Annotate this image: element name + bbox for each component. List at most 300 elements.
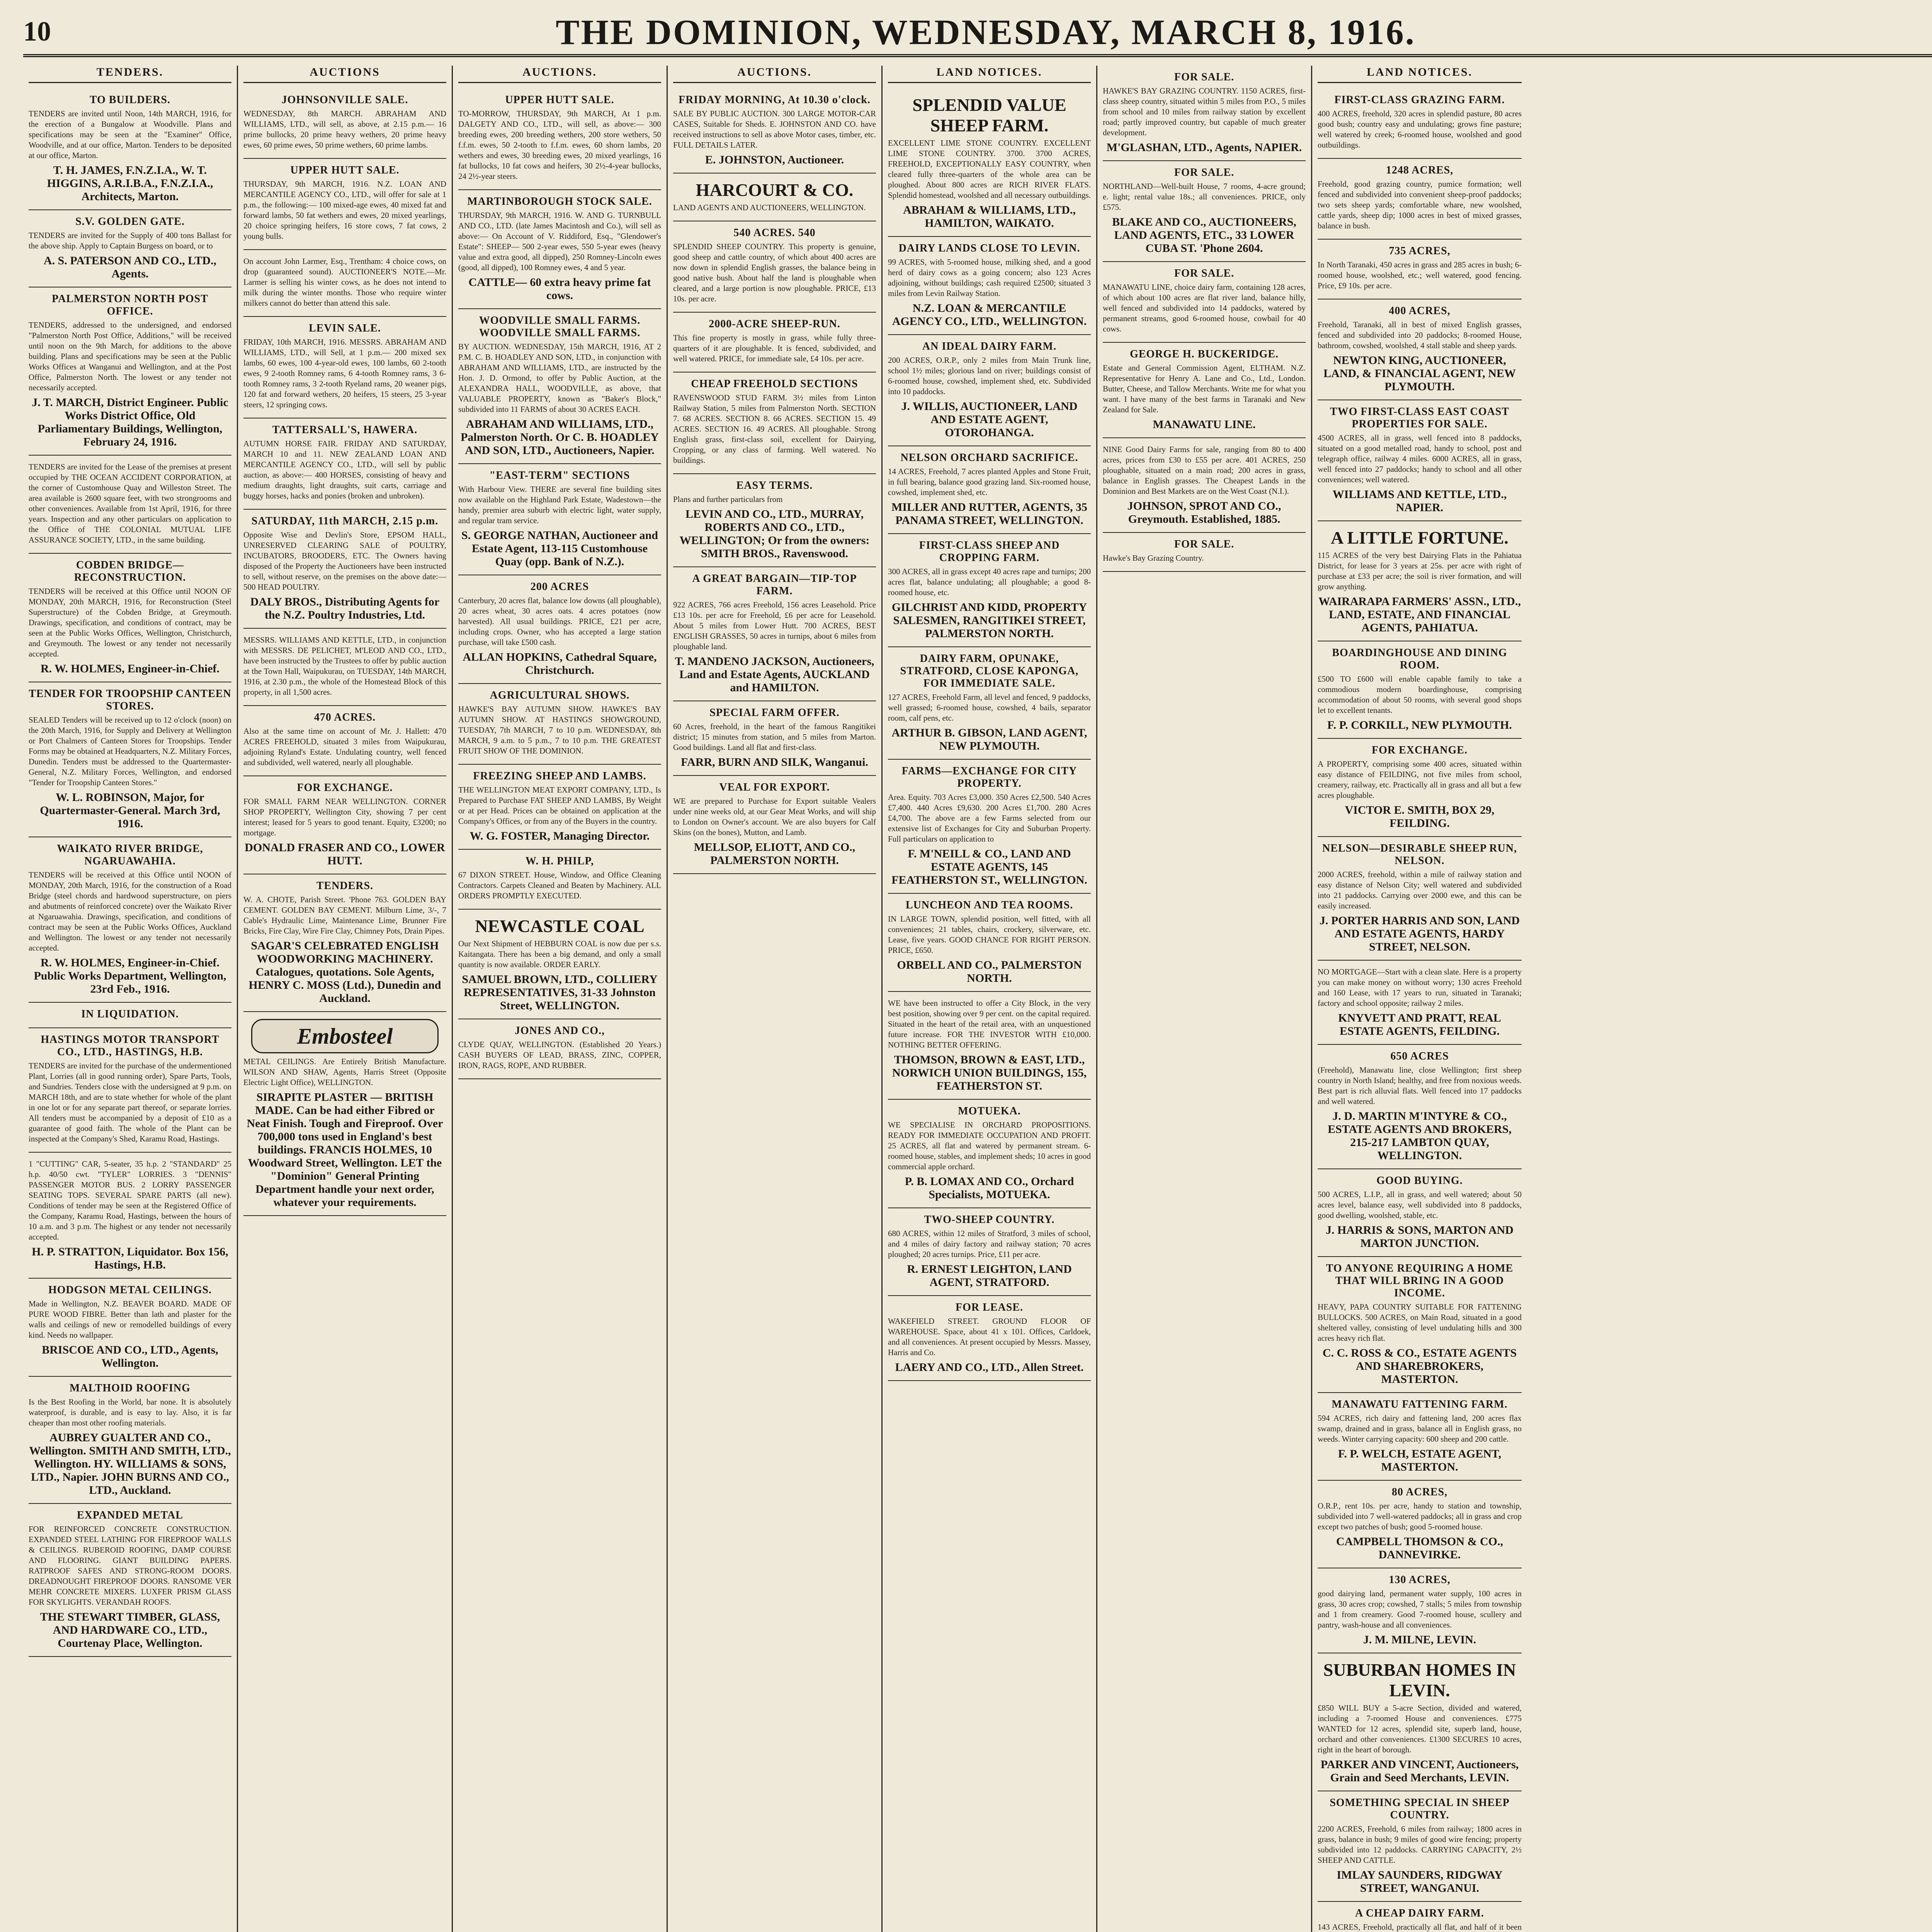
ad-firm: R. W. HOLMES, Engineer-in-Chief. (40, 662, 220, 675)
paper-title: THE DOMINION, WEDNESDAY, MARCH 8, 1916. (556, 12, 1416, 52)
ad-body: 143 ACRES, Freehold, practically all flat, and half of it been (1318, 1922, 1522, 1932)
ad-title: TENDERS. (316, 880, 374, 892)
ad-body: Our Next Shipment of HEBBURN COAL is now due per s.s. Kaitangata. There has been a big demand, and only a small quantity is now available. ORDER EARLY. (458, 939, 661, 969)
ad-body: THURSDAY, 9th MARCH, 1916. W. AND G. TURNBULL AND CO., LTD. (late James Macintosh and Co.), will sell as above:— On Account of V. Riddiford, Esq., "Glendower's Estate": SHEEP— 500 2-year ewes, 550 5-year ewes (heavy value and extra good, all dipped), 250 Romney-Lincoln ewes (good, all dipped), 100 Romney ewes, 4 and 5 year. (458, 211, 661, 272)
column-heading: AUCTIONS. (458, 66, 661, 83)
advertisement (243, 776, 446, 874)
column-7 (1312, 66, 1527, 1932)
advertisement (29, 1153, 231, 1279)
ad-title: 80 ACRES, (1391, 1486, 1448, 1498)
ad-title: MOTUEKA. (958, 1105, 1021, 1117)
ad-firm: W. L. ROBINSON, Major, for Quartermaster-General. March 3rd, 1916. (40, 791, 220, 830)
advertisement (243, 250, 446, 317)
ad-firm: FARR, BURN AND SILK, Wanganui. (681, 756, 868, 769)
advertisement (673, 701, 876, 776)
ad-title: A LITTLE FORTUNE. (1331, 528, 1509, 548)
ad-body: O.R.P., rent 10s. per acre, handy to station and township, subdivided into 7 well-watered paddocks; all in grass and crop except two patches of bush; good 5-roomed house. (1318, 1501, 1522, 1531)
advertisement (1318, 1568, 1522, 1653)
column-4 (668, 66, 883, 1932)
ad-firm: ALLAN HOPKINS, Cathedral Square, Christchurch. (463, 651, 657, 677)
ad-title: GEORGE H. BUCKERIDGE. (1129, 348, 1279, 360)
ad-title: TENDER FOR TROOPSHIP CANTEEN STORES. (29, 688, 231, 712)
column-2 (238, 66, 453, 1932)
ad-title: WAIKATO RIVER BRIDGE, NGARUAWAHIA. (57, 843, 203, 867)
advertisement (1103, 66, 1306, 161)
ad-firm: R. ERNEST LEIGHTON, LAND AGENT, STRATFORD. (907, 1263, 1072, 1289)
ad-body: WAKEFIELD STREET. GROUND FLOOR OF WAREHOUSE. Space, about 41 x 101. Offices, Carldoek, and all conveniences. At present occupied by Messrs. Massey, Harris and Co. (888, 1316, 1091, 1357)
masthead (23, 8, 1932, 57)
ad-body: A PROPERTY, comprising some 400 acres, situated within easy distance of FEILDING, not five miles from school, creamery, railway, etc. Practically all in grass and all but a few acres ploughable. (1318, 759, 1522, 800)
ad-body: THE WELLINGTON MEAT EXPORT COMPANY, LTD., Is Prepared to Purchase FAT SHEEP AND LAMBS, By Weight or at per Head. Prices can be obtained on application at the Company's Offices, or from any of the Buyers in the country. (458, 785, 661, 826)
ad-firm: T. MANDENO JACKSON, Auctioneers, Land and Estate Agents, AUCKLAND and HAMILTON. (675, 655, 874, 694)
ad-body: LAND AGENTS AND AUCTIONEERS, WELLINGTON. (673, 203, 866, 212)
column-5 (883, 66, 1097, 1932)
ad-title: AN IDEAL DAIRY FARM. (922, 340, 1057, 352)
ad-body: Plans and further particulars from (673, 495, 783, 504)
ad-body: Area. Equity. 703 Acres £3,000. 350 Acres £2,500. 540 Acres £7,400. 440 Acres £9,630. 200 Acres £1,700. 280 Acres £4,700. The above are a few Farms selected from our extensive list of Exchanges for City and Suburban Property. Full particulars on application to (888, 793, 1091, 844)
ad-firm: ARTHUR B. GIBSON, LAND AGENT, NEW PLYMOUTH. (891, 726, 1087, 752)
ad-firm: BRISCOE AND CO., LTD., Agents, Wellington. (42, 1344, 218, 1369)
advertisement (673, 474, 876, 567)
advertisement (1318, 1902, 1522, 1932)
advertisement (243, 1012, 446, 1216)
ad-body: In North Taranaki, 450 acres in grass and 285 acres in bush; 6-roomed house, woolshed, etc.; well watered, good fencing. Price, £9 10s. per acre. (1318, 260, 1522, 290)
ad-body: TENDERS, addressed to the undersigned, and endorsed "Palmerston North Post Office, Additions," will be received until noon on the 9th March, for additions to the above building. Plans and specifications may be seen at the Public Works Offices at Wanganui and Wellington, and at the Post Office, Palmerston North. The lowest or any tender not necessarily accepted. (29, 320, 231, 392)
ad-body: Also at the same time on account of Mr. J. Hallett: 470 ACRES FREEHOLD, situated 3 miles from Waipukurau, adjoining Ryland's Estate. Undulating country, well fenced and subdivided, well watered, nearly all ploughable. (243, 726, 446, 767)
ad-body: FOR SMALL FARM NEAR WELLINGTON. CORNER SHOP PROPERTY, Wellington City, showing 7 per cent interest; leased for 5 years to good tenant. Equity, £3200; no mortgage. (243, 797, 446, 837)
ad-body: WE SPECIALISE IN ORCHARD PROPOSITIONS. READY FOR IMMEDIATE OCCUPATION AND PROFIT. 25 ACRES, all flat and watered by permanent stream. 6-roomed house, stables, and implement sheds; 10 acres in good commercial apple orchard. (888, 1120, 1091, 1171)
ad-title: FOR EXCHANGE. (297, 782, 393, 794)
advertisement (673, 88, 876, 173)
ad-body: £850 WILL BUY a 5-acre Section, divided and watered, including a 7-roomed House and conveniences. £775 WANTED for 12 acres, splendid site, superb land, house, orchard and other conveniences. £1300 SECURES 10 acres, right in the heart of borough. (1318, 1703, 1522, 1754)
ad-body: NINE Good Dairy Farms for sale, ranging from 80 to 400 acres, prices from £30 to £55 per acre. 401 ACRES, 250 ploughable, situated on a main road; 200 acres in grass, balance in English grasses. The Cheapest Lands in the Dominion and Best Markets are on the West Coast (N.I.). (1103, 445, 1306, 496)
advertisement (888, 446, 1091, 534)
ad-firm: C. C. ROSS & CO., ESTATE AGENTS AND SHAREBROKERS, MASTERTON. (1322, 1347, 1517, 1386)
ad-title: FOR SALE. (1174, 267, 1235, 279)
ad-body: 594 ACRES, rich dairy and fattening land, 200 acres flax swamp, drained and in grass, balance all in English grass, no weeds. Winter carrying capacity: 600 sheep and 200 cattle. (1318, 1413, 1522, 1444)
ad-body: £500 TO £600 will enable capable family to take a commodious modern boardinghouse, comprising accommodation of about 50 rooms, with several good shops let to excellent tenants. (1318, 674, 1522, 715)
ad-title: FOR LEASE. (956, 1301, 1023, 1313)
ad-firm: THOMSON, BROWN & EAST, LTD., NORWICH UNION BUILDINGS, 155, FEATHERSTON ST. (892, 1053, 1087, 1092)
ad-title: TATTERSALL'S, HAWERA. (272, 424, 418, 436)
ad-title: SATURDAY, 11th MARCH, 2.15 p.m. (251, 515, 439, 527)
ad-title: JOHNSONVILLE SALE. (281, 94, 408, 106)
ad-firm: W. G. FOSTER, Managing Director. (469, 830, 650, 842)
advertisement (673, 372, 876, 474)
column-heading: LAND NOTICES. (888, 66, 1091, 83)
ad-title: DAIRY FARM, OPUNAKE, STRATFORD, CLOSE KAPONGA, FOR IMMEDIATE SALE. (900, 653, 1079, 689)
ad-title: TO BUILDERS. (89, 94, 171, 106)
ad-title: SUBURBAN HOMES IN LEVIN. (1323, 1660, 1516, 1700)
ad-firm: T. H. JAMES, F.N.Z.I.A., W. T. HIGGINS, A.R.I.B.A., F.N.Z.I.A., Architects, Marton. (47, 164, 213, 203)
ad-body: 500 ACRES, L.I.P., all in grass, and well watered; about 50 acres level, balance easy, well subdivided into 8 paddocks, good dwelling, woolshed, stable, etc. (1318, 1190, 1522, 1220)
advertisement (1318, 88, 1522, 159)
advertisement (458, 575, 661, 684)
ad-body: Freehold, Taranaki, all in best of mixed English grasses, fenced and subdivided into 20 paddocks; 8-roomed House, bathroom, cowshed, woolshed, 4 stall stable and sheep yards. (1318, 320, 1522, 350)
ad-firm: M'GLASHAN, LTD., Agents, NAPIER. (1106, 141, 1302, 154)
ad-body: TENDERS are invited until Noon, 14th MARCH, 1916, for the erection of a Bungalow at Woodville. Plans and specifications may be seen at the "Examiner" Office, Woodville, and at our office, Marton. Tenders to be deposited at our office, Marton. (29, 109, 231, 160)
ad-body: 14 ACRES, Freehold, 7 acres planted Apples and Stone Fruit, in full bearing, balance good grazing land. Six-roomed house, cowshed, implement shed, etc. (888, 467, 1091, 497)
ad-title: HARCOURT & CO. (696, 180, 854, 200)
advertisement (29, 210, 231, 287)
ad-body: AUTUMN HORSE FAIR. FRIDAY AND SATURDAY, MARCH 10 and 11. NEW ZEALAND LOAN AND MERCANTILE AGENCY CO., LTD., will sell by public auction, as above:— 400 HORSES, consisting of heavy and medium draughts, light draughts, suit carts, carriage and buggy horses, hacks and ponies (broken and unbroken). (243, 439, 446, 500)
ad-title: SPLENDID VALUE SHEEP FARM. (912, 95, 1066, 135)
advertisement (29, 682, 231, 837)
ad-firm: KNYVETT AND PRATT, REAL ESTATE AGENTS, FEILDING. (1338, 1012, 1501, 1037)
advertisement (458, 88, 661, 190)
ad-firm: H. P. STRATTON, Liquidator. Box 156, Hastings, H.B. (32, 1245, 228, 1271)
ad-title: FIRST-CLASS GRAZING FARM. (1334, 94, 1505, 106)
ad-firm: BLAKE AND CO., AUCTIONEERS, LAND AGENTS, ETC., 33 LOWER CUBA ST. 'Phone 2604. (1112, 216, 1296, 255)
ad-title: SPECIAL FARM OFFER. (709, 707, 840, 719)
ad-firm: F. M'NEILL & CO., LAND AND ESTATE AGENTS, 145 FEATHERSTON ST., WELLINGTON. (891, 847, 1087, 886)
ad-title: HASTINGS MOTOR TRANSPORT CO., LTD., HASTINGS, H.B. (41, 1034, 219, 1058)
advertisement (673, 567, 876, 701)
ad-firm: CATTLE— 60 extra heavy prime fat cows. (468, 276, 651, 302)
ad-body: 2000 ACRES, freehold, within a mile of railway station and easy distance of Nelson City; well watered and subdivided into 21 paddocks. Carrying over 2000 ewe, and this can be easily increased. (1318, 870, 1522, 910)
ad-title: FOR SALE. (1174, 167, 1235, 179)
ad-body: TENDERS are invited for the purchase of the undermentioned Plant, Lorries (all in good running order), Spare Parts, Tools, and Sundries. Tenders close with the undersigned at 9 p.m. on MARCH 18th, and are to state whether for whole of the plant in one lot or for any separate part thereof, or separate lorries. All tenders must be accompanied by a deposit of £10 as a guarantee of good faith. The whole of the Plant can be inspected at the Company's Shed, Karamu Road, Hastings. (29, 1061, 231, 1143)
advertisement (888, 760, 1091, 894)
ad-firm: ORBELL AND CO., PALMERSTON NORTH. (897, 959, 1082, 985)
ad-body: METAL CEILINGS. Are Entirely British Manufacture. WILSON AND SHAW, Agents, Harris Street (Opposite Electric Light Office), WELLINGTON. (243, 1057, 446, 1087)
advertisement (29, 837, 231, 1003)
ad-title: S.V. GOLDEN GATE. (75, 216, 185, 228)
ad-firm: P. B. LOMAX AND CO., Orchard Specialists, MOTUEKA. (905, 1175, 1074, 1201)
ad-body: SEALED Tenders will be received up to 12 o'clock (noon) on the 20th March, 1916, for Supply and Delivery at Wellington or Port Chalmers of Canteen Stores for Troopships. Tender Forms may be obtained at Headquarters, N.Z. Military Forces, Dunedin. Tenders must be addressed to the Quartermaster-General, N.Z. Military Forces, Wellington, and endorsed "Tender for Troopship Canteen Stores." (29, 715, 231, 787)
ad-title: MANAWATU FATTENING FARM. (1332, 1398, 1508, 1410)
ad-firm: SIRAPITE PLASTER — BRITISH MADE. Can be had either Fibred or Neat Finish. Tough and Fireproof. Over 700,000 tons used in England's best buildings. FRANCIS HOLMES, 10 Woodward Street, Wellington. LET the "Dominion" General Printing Department handle your next order, whatever your requirements. (247, 1091, 443, 1209)
ad-firm: WILLIAMS AND KETTLE, LTD., NAPIER. (1332, 488, 1507, 514)
ad-title: EASY TERMS. (736, 480, 813, 492)
advertisement (458, 684, 661, 765)
advertisement (1318, 299, 1522, 400)
ad-firm: JOHNSON, SPROT AND CO., Greymouth. Established, 1885. (1127, 500, 1281, 526)
ad-firm: E. JOHNSTON, Auctioneer. (705, 153, 844, 166)
ad-body: BY AUCTION. WEDNESDAY, 15th MARCH, 1916, AT 2 P.M. C. B. HOADLEY AND SON, LTD., in conjunction with ABRAHAM AND WILLIAMS, LTD., are instructed by the Hon. J. D. Ormond, to offer by Public Auction, at the ALEXANDRA HALL, WOODVILLE, as above, that VALUABLE PROPERTY, known as "Baker's Block," subdivided into 11 FARMS of about 30 ACRES EACH. (458, 342, 661, 414)
column-heading: LAND NOTICES. (1318, 66, 1522, 83)
ad-body: Freehold, good grazing country, pumice formation; well fenced and subdivided into convenient sheep-proof paddocks; two sets sheep yards; comfortable whare, new woolshed, cattle yards, sheep dip; 1000 acres in best of mixed grasses, balance in bush. (1318, 179, 1522, 230)
advertisement (458, 765, 661, 850)
ad-title: FOR SALE. (1174, 71, 1235, 83)
advertisement (1318, 961, 1522, 1045)
ad-body: W. A. CHOTE, Parish Street. 'Phone 763. GOLDEN BAY CEMENT. GOLDEN BAY CEMENT. Milburn Lime, 3/-, 7 Cable's Hydraulic Lime, Maintenance Lime, Brunner Fire Bricks, Fire Clay, Wire Fire Clay, Chimney Pots, Drain Pipes. (243, 895, 446, 935)
advertisement (1318, 1169, 1522, 1257)
ad-body: On account John Larmer, Esq., Trentham: 4 choice cows, on drop (guaranteed sound). AUCTIONEER'S NOTE.—Mr. Larmer is selling his winter cows, as he does not intend to milk during the winter months. Those who require winter milkers cannot do better than attend this sale. (243, 257, 446, 308)
ad-title: NELSON ORCHARD SACRIFICE. (900, 452, 1078, 464)
ad-title: TO ANYONE REQUIRING A HOME THAT WILL BRING IN A GOOD INCOME. (1326, 1262, 1514, 1299)
ad-firm: F. P. CORKILL, NEW PLYMOUTH. (1327, 719, 1512, 731)
ad-firm: VICTOR E. SMITH, BOX 29, FEILDING. (1345, 804, 1495, 830)
advertisement (1318, 641, 1522, 739)
ad-firm: F. P. WELCH, ESTATE AGENT, MASTERTON. (1338, 1447, 1502, 1473)
ad-body: 4500 ACRES, all in grass, well fenced into 8 paddocks, situated on a good metalled road, handy to school, post and telegraph office, railway 4 miles. 6000 ACRES, all in grass, well fenced into 27 paddocks; handy to school and all other conveniences; well watered. (1318, 433, 1522, 484)
ad-title: COBDEN BRIDGE—RECONSTRUCTION. (74, 559, 186, 583)
ad-body: 300 ACRES, all in grass except 40 acres rape and turnips; 200 acres flat, balance undulating; all ploughable; a good 8-roomed house, etc. (888, 567, 1091, 597)
ad-firm: SAMUEL BROWN, LTD., COLLIERY REPRESENTATIVES, 31-33 Johnston Street, WELLINGTON. (462, 973, 658, 1012)
advertisement (29, 554, 231, 682)
ad-body: MESSRS. WILLIAMS AND KETTLE, LTD., in conjunction with MESSRS. DE PELICHET, M'LEOD AND CO., LTD., have been instructed by the Trustees to offer by public auction at the Town Hall, Waipukurau, on TUESDAY, 14th MARCH, 1916, at 2.30 p.m., the whole of the Homestead Block of this property, in all 1,500 acres. (243, 635, 446, 697)
advertisement (1103, 438, 1306, 533)
ad-firm: DALY BROS., Distributing Agents for the N.Z. Poultry Industries, Ltd. (250, 595, 440, 621)
column-heading: AUCTIONS (243, 66, 446, 83)
advertisement (243, 317, 446, 418)
ad-title: 735 ACRES, (1389, 245, 1451, 257)
ad-body: TENDERS will be received at this Office until NOON of MONDAY, 20th March, 1916, for the construction of a Road Bridge (steel chords and hardwood superstructure, on piers and abutments of reinforced concrete) over the Waikato River at Ngaruawahia. Drawings, specification, and conditions of contract may be seen at the Public Works Offices, Auckland and Wellington. The lowest or any tender not necessarily accepted. (29, 870, 231, 952)
advertisement (888, 1208, 1091, 1296)
advertisement (1318, 1257, 1522, 1393)
ad-body: 2200 ACRES, Freehold, 6 miles from railway; 1800 acres in grass, balance in bush; 9 miles of good wire fencing; property subdivided into 12 paddocks. CARRYING CAPACITY, 2½ SHEEP AND CATTLE. (1318, 1824, 1522, 1865)
ad-body: 99 ACRES, with 5-roomed house, milking shed, and a good herd of dairy cows as a going concern; also 123 Acres adjoining, without buildings; cash required £2500; situated 3 miles from Levin Railway Station. (888, 257, 1091, 298)
ad-firm: LAERY AND CO., LTD., Allen Street. (895, 1361, 1084, 1374)
advertisement (673, 776, 876, 874)
ad-firm: J. T. MARCH, District Engineer. Public Works District Office, Old Parliamentary Buildings, Wellington, February 24, 1916. (32, 396, 228, 448)
ad-firm: J. WILLIS, AUCTIONEER, LAND AND ESTATE AGENT, OTOROHANGA. (901, 400, 1078, 439)
column-heading: AUCTIONS. (673, 66, 876, 83)
ad-firm: J. D. MARTIN M'INTYRE & CO., ESTATE AGENTS AND BROKERS, 215-217 LAMBTON QUAY, WELLINGTON. (1328, 1110, 1512, 1162)
ad-body: NORTHLAND—Well-built House, 7 rooms, 4-acre ground; e. light; rental value 18s.; all conveniences. PRICE, only £575. (1103, 182, 1306, 212)
ad-firm: J. HARRIS & SONS, MARTON AND MARTON JUNCTION. (1326, 1224, 1514, 1250)
ad-body: HAWKE'S BAY GRAZING COUNTRY. 1150 ACRES, first-class sheep country, situated within 5 miles from P.O., 5 miles from school and 10 miles from railway station by excellent road; partly improved country, but capable of much greater development. (1103, 86, 1306, 137)
ad-title: A CHEAP DAIRY FARM. (1355, 1907, 1484, 1919)
ad-title: WOODVILLE SMALL FARMS. WOODVILLE SMALL FARMS. (479, 315, 641, 339)
ad-firm: LEVIN AND CO., LTD., MURRAY, ROBERTS AND CO., LTD., WELLINGTON; Or from the owners: SMITH BROS., Ravenswood. (679, 508, 870, 560)
advertisement (243, 88, 446, 159)
ad-firm: S. GEORGE NATHAN, Auctioneer and Estate Agent, 113-115 Customhouse Quay (opp. Bank of N.Z.). (461, 529, 658, 568)
ad-title: MALTHOID ROOFING (70, 1382, 190, 1394)
ad-title: "EAST-TERM" SECTIONS (489, 469, 630, 481)
ad-title: IN LIQUIDATION. (81, 1008, 179, 1020)
ad-firm: NEWTON KING, AUCTIONEER, LAND, & FINANCIAL AGENT, NEW PLYMOUTH. (1323, 354, 1516, 393)
ad-title: 400 ACRES, (1389, 305, 1451, 317)
ad-firm: N.Z. LOAN & MERCANTILE AGENCY CO., LTD., WELLINGTON. (892, 302, 1087, 328)
advertisement (1318, 837, 1522, 961)
ad-firm: A. S. PATERSON AND CO., LTD., Agents. (43, 254, 217, 280)
ad-body: 400 ACRES, freehold, 320 acres in splendid pasture, 80 acres good bush; country easy and undulating; grows fine pasture; well watered by creek; 6-roomed house, woolshed and good outbuildings. (1318, 109, 1522, 150)
ad-body: FRIDAY, 10th MARCH, 1916. MESSRS. ABRAHAM AND WILLIAMS, LTD., will Sell, at 1 p.m.— 200 mixed sex lambs, 60 ewes, 100 4-year-old ewes, 100 lambs, 60 2-tooth ewes, 9 2-tooth Romney rams, 6 4-tooth Romney rams, 3 6-tooth Romney rams, 3 2-tooth Ryeland rams, 20 weaner pigs, 120 fat and forward wethers, 20 heifers, 15 steers, 25 3-year steers, 12 springing cows. (243, 337, 446, 409)
ad-body: RAVENSWOOD STUD FARM. 3½ miles from Linton Railway Station, 5 miles from Palmerston North. SECTION 7. 68 ACRES. SECTION 8. 66 ACRES. SECTION 15. 49 ACRES. SECTION 16. 49 ACRES. All ploughable. Strong English grass, first-class soil, excellent for Dairying, Cropping, or any class of farming. Well watered. No buildings. (673, 393, 876, 465)
advertisement (29, 1028, 231, 1153)
ad-body: CLYDE QUAY, WELLINGTON. (Established 20 Years.) CASH BUYERS OF LEAD, BRASS, ZINC, COPPER, IRON, RAGS, ROPE, AND RUBBER. (458, 1040, 661, 1070)
ad-title: TWO FIRST-CLASS EAST COAST PROPERTIES FOR SALE. (1330, 406, 1510, 430)
ad-firm: PARKER AND VINCENT, Auctioneers, Grain and Seed Merchants, LEVIN. (1320, 1758, 1519, 1784)
ad-body: TENDERS are invited for the Supply of 400 tons Ballast for the above ship. Apply to Captain Burgess on board, or to (29, 231, 231, 250)
ad-title: W. H. PHILP, (525, 855, 594, 867)
ad-body: SALE BY PUBLIC AUCTION. 300 LARGE MOTOR-CAR CASES, Suitable for Sheds. E. JOHNSTON AND CO. have received instructions to sell as above Motor cases, timber, etc. FULL DETAILS LATER. (673, 109, 876, 150)
ad-firm: DONALD FRASER AND CO., LOWER HUTT. (245, 841, 445, 867)
ad-firm: MANAWATU LINE. (1153, 418, 1256, 431)
ad-title: 130 ACRES, (1389, 1574, 1451, 1586)
page-number: 10 (23, 16, 51, 47)
ad-body: good dairying land, permanent water supply, 100 acres in grass, 30 acres crop; cowshed, 7 stalls; 5 miles from township and 1 from creamery. Good 7-roomed house, scullery and pantry, wash-house and all conveniences. (1318, 1589, 1522, 1629)
ad-title: 470 ACRES. (314, 711, 376, 723)
ad-body: Opposite Wise and Devlin's Store, EPSOM HALL, UNRESERVED CLEARING SALE of POULTRY, INCUBATORS, BROODERS, ETC. The Owners having disposed of the Property the Auctioneers have been instructed to sell, without reserve, on the premises on the above date:— 500 HEAD POULTRY. (243, 530, 446, 592)
advertisement (1318, 739, 1522, 837)
ad-body: 60 Acres, freehold, in the heart of the famous Rangitikei district; 15 minutes from station, and 5 miles from Marton. Good buildings. Land all flat and first-class. (673, 722, 876, 752)
advertisement (1318, 1481, 1522, 1568)
ad-body: 67 DIXON STREET. House, Window, and Office Cleaning Contractors. Carpets Cleaned and Beaten by Machinery. ALL ORDERS PROMPTLY EXECUTED. (458, 870, 661, 900)
ad-body: 200 ACRES, O.R.P., only 2 miles from Main Trunk line, school 1½ miles; glorious land on river; buildings consist of 6-roomed house, cowshed, implement shed, etc. Subdivided into 10 paddocks. (888, 355, 1091, 396)
advertisement (673, 221, 876, 313)
ad-title: 2000-ACRE SHEEP-RUN. (709, 318, 840, 330)
ad-body: FOR REINFORCED CONCRETE CONSTRUCTION. EXPANDED STEEL LATHING FOR FIREPROOF WALLS & CEILINGS. RUBEROID ROOFING, DAMP COURSE AND FLOORING. GIANT BUILDING PAPERS. RATPROOF SAFES AND STRONG-ROOM DOORS. DREADNOUGHT FIREPROOF DOORS. RANSOME VER MEHR CONCRETE MIXERS. LUXFER PRISM GLASS FOR SKYLIGHTS. VERANDAH ROOFS. (29, 1524, 231, 1607)
ad-body: HEAVY, PAPA COUNTRY SUITABLE FOR FATTENING BULLOCKS. 500 ACRES, on Main Road, situated in a good sheltered valley, consisting of level undulating hills and 300 acres heavy rich flat. (1318, 1302, 1522, 1343)
ad-body: 1 "CUTTING" CAR, 5-seater, 35 h.p. 2 "STANDARD" 25 h.p. 40/50 cwt. "TYLER" LORRIES. 3 "DENNIS" PASSENGER MOTOR BUS. 2 LORRY PASSENGER SEATING TOPS. SEVERAL SPARE PARTS (all new). Conditions of tender may be seen at the Registered Office of the Company, Karamu Road, Hastings, between the hours of 10 a.m. and 3 p.m. The highest or any tender not necessarily accepted. (29, 1159, 231, 1242)
ad-body: This fine property is mostly in grass, while fully three-quarters of it are ploughable. It is fenced, subdivided, and well watered. PRICE, for immediate sale, £4 10s. per acre. (673, 333, 876, 363)
ad-title: UPPER HUTT SALE. (505, 94, 614, 106)
ad-title: HODGSON METAL CEILINGS. (48, 1284, 212, 1296)
advertisement (888, 992, 1091, 1100)
ad-title: VEAL FOR EXPORT. (719, 781, 830, 793)
ad-body: Canterbury, 20 acres flat, balance low downs (all ploughable), 20 acres wheat, 30 acres oats. 4 acres potatoes (now harvested). All usual buildings. PRICE, £21 per acre, including crops. Owner, who has accepted a large station purchase, will take £500 cash. (458, 596, 661, 647)
ad-body: HAWKE'S BAY AUTUMN SHOW. HAWKE'S BAY AUTUMN SHOW. AT HASTINGS SHOWGROUND, TUESDAY, 7th MARCH, 7 to 10 p.m. WEDNESDAY, 8th MARCH, 9 a.m. to 5 p.m., 7 to 10 p.m. THE GREATEST FRUIT SHOW OF THE DOMINION. (458, 704, 661, 755)
ad-title: GOOD BUYING. (1376, 1175, 1463, 1187)
ad-firm: SAGAR'S CELEBRATED ENGLISH WOODWORKING MACHINERY. Catalogues, quotations. Sole Agents, HENRY C. MOSS (Ltd.), Dunedin and Auckland. (248, 939, 441, 1005)
ad-title: FRIDAY MORNING, At 10.30 o'clock. (679, 94, 871, 106)
ad-body: NO MORTGAGE—Start with a clean slate. Here is a property you can make money on without worry; 130 acres Freehold and 160 Lease, with 17 years to run, situated in Taranaki; factory and school opposite; railway 2 miles. (1318, 967, 1522, 1008)
column-3 (453, 66, 668, 1932)
advertisement (1103, 343, 1306, 438)
advertisement (29, 1279, 231, 1377)
ad-firm: MELLSOP, ELIOTT, AND CO., PALMERSTON NORTH. (694, 841, 855, 867)
advertisement (29, 1377, 231, 1504)
ad-firm: J. M. MILNE, LEVIN. (1363, 1633, 1476, 1646)
advertisement (673, 173, 876, 221)
advertisement (243, 418, 446, 510)
advertisement (888, 894, 1091, 992)
ad-body: 127 ACRES, Freehold Farm, all level and fenced, 9 paddocks, well grassed; 6-roomed house, cowshed, 4 bails, separator room, calf pens, etc. (888, 692, 1091, 723)
advertisement (1318, 1393, 1522, 1481)
advertisement (888, 647, 1091, 760)
column-1 (23, 66, 238, 1932)
advertisement (888, 237, 1091, 335)
ad-title: NEWCASTLE COAL (475, 916, 645, 936)
ad-body: Hawke's Bay Grazing Country. (1103, 553, 1204, 563)
ad-body: 680 ACRES, within 12 miles of Stratford, 3 miles of school, and 4 miles of dairy factory and railway station; 70 acres ploughed; 20 acres turnips. Price, £11 per acre. (888, 1229, 1091, 1259)
advertisement (888, 534, 1091, 647)
advertisement (1318, 1653, 1522, 1791)
ad-title: FOR SALE. (1174, 538, 1235, 550)
ad-body: TO-MORROW, THURSDAY, 9th MARCH, At 1 p.m. DALGETY AND CO., LTD., will sell, as above:— 300 breeding ewes, 200 breeding wethers, 200 store wethers, 50 f.f.m. ewes, 50 2-tooth to f.f.m. ewes, 60 shorn lambs, 20 wethers and ewes, 30 breeding ewes, 20 mixed yearlings, 16 fat bullocks, 10 fat cows and heifers, 30 2½-4-year bullocks, 24 2½-year steers. (458, 109, 661, 181)
ad-title: BOARDINGHOUSE AND DINING ROOM. (1332, 647, 1507, 671)
advertisement (1103, 533, 1306, 572)
ad-title: FOR EXCHANGE. (1372, 744, 1468, 756)
ad-firm: GILCHRIST AND KIDD, PROPERTY SALESMEN, RANGITIKEI STREET, PALMERSTON NORTH. (891, 601, 1087, 640)
advertisement (458, 850, 661, 910)
ad-body: TENDERS are invited for the Lease of the premises at present occupied by THE OCEAN ACCIDENT CORPORATION, at the corner of Customhouse Quay and Willeston Street. The area available is 2600 square feet, with two strongrooms and other conveniences. Available from 1st April, 1916, for three years. Inspection and any other particulars on application to the Office of THE COLONIAL MUTUAL LIFE ASSURANCE SOCIETY, LTD., in the same building. (29, 462, 231, 544)
ad-title: JONES AND CO., (514, 1025, 605, 1037)
ad-firm: MILLER AND RUTTER, AGENTS, 35 PANAMA STREET, WELLINGTON. (891, 501, 1087, 527)
ad-body: With Harbour View. THERE are several fine building sites now available on the Highland Park Estate, Wadestown—the handy, premier area suburb with electric light, water supply, and regular tram service. (458, 485, 661, 525)
ad-title: PALMERSTON NORTH POST OFFICE. (52, 293, 208, 317)
ad-title: FREEZING SHEEP AND LAMBS. (473, 770, 646, 782)
ad-body: 115 ACRES of the very best Dairying Flats in the Pahiatua District, for lease for 3 years at 25s. per acre with right of purchase at £33 per acre; the soil is river formation, and will grow anything. (1318, 551, 1522, 591)
advertisement (458, 910, 661, 1019)
ad-title: NELSON—DESIRABLE SHEEP RUN, NELSON. (1322, 842, 1517, 867)
advertisement (1318, 400, 1522, 521)
ad-title: FARMS—EXCHANGE FOR CITY PROPERTY. (901, 765, 1077, 789)
ad-title: 1248 ACRES, (1386, 164, 1454, 176)
advertisement (1103, 262, 1306, 343)
advertisement (888, 335, 1091, 446)
ad-firm: WAIRARAPA FARMERS' ASSN., LTD., LAND, ESTATE, AND FINANCIAL AGENTS, PAHIATUA. (1318, 595, 1521, 634)
ad-title: FIRST-CLASS SHEEP AND CROPPING FARM. (919, 539, 1060, 564)
advertisement (888, 1296, 1091, 1381)
ad-body: Made in Wellington, N.Z. BEAVER BOARD. MADE OF PURE WOOD FIBRE. Better than lath and plaster for the walls and ceilings of new or remodelled buildings of every kind. Needs no wallpaper. (29, 1299, 231, 1340)
ad-firm: J. PORTER HARRIS AND SON, LAND AND ESTATE AGENTS, HARDY STREET, NELSON. (1319, 914, 1520, 953)
ad-firm: R. W. HOLMES, Engineer-in-Chief. Public Works Department, Wellington, 23rd Feb., 1916. (34, 956, 226, 995)
advertisement (29, 1504, 231, 1657)
ad-title: LEVIN SALE. (309, 322, 381, 334)
column-6 (1097, 66, 1312, 1932)
advertisement (888, 1100, 1091, 1208)
ad-title: A GREAT BARGAIN—TIP-TOP FARM. (692, 573, 857, 597)
advertisement (29, 456, 231, 554)
ad-title: Embosteel (251, 1019, 439, 1053)
ad-title: 650 ACRES (1390, 1050, 1449, 1062)
ad-firm: THE STEWART TIMBER, GLASS, AND HARDWARE CO., LTD., Courtenay Place, Wellington. (40, 1611, 220, 1650)
ad-title: LUNCHEON AND TEA ROOMS. (905, 899, 1073, 911)
page-columns (23, 66, 1932, 1932)
advertisement (1318, 159, 1522, 240)
ad-body: WEDNESDAY, 8th MARCH. ABRAHAM AND WILLIAMS, LTD., will sell, as above, at 2.15 p.m.— 16 prime bullocks, 20 prime heavy wethers, 20 prime heavy ewes, 60 prime ewes, 50 prime wethers, 60 prime lambs. (243, 109, 446, 150)
ad-body: WE have been instructed to offer a City Block, in the very best position, showing over 9 per cent. on the capital required. Situated in the heart of the retail area, with an unquestioned future increase. FOR THE INVESTOR WITH £10,000. NOTHING BETTER OFFERING. (888, 998, 1091, 1049)
advertisement (458, 190, 661, 309)
column-heading: TENDERS. (29, 66, 231, 83)
ad-title: TWO-SHEEP COUNTRY. (924, 1214, 1055, 1226)
ad-body: (Freehold), Manawatu line, close Wellington; first sheep country in North Island; healthy, and free from noxious weeds. Best part is rich alluvial flats. Well fenced into 17 paddocks and well watered. (1318, 1065, 1522, 1106)
advertisement (29, 88, 231, 210)
ad-title: MARTINBOROUGH STOCK SALE. (467, 196, 652, 207)
advertisement (243, 706, 446, 776)
ad-title: 540 ACRES. 540 (733, 227, 816, 239)
ad-body: IN LARGE TOWN, splendid position, well fitted, with all conveniences; 21 tables, chairs, crockery, silverware, etc. Lease, five years. GOOD CHANCE FOR RIGHT PERSON. PRICE, £650. (888, 914, 1091, 955)
advertisement (243, 159, 446, 250)
advertisement (1318, 1791, 1522, 1902)
ad-body: EXCELLENT LIME STONE COUNTRY. EXCELLENT LIME STONE COUNTRY. 3700. 3700 ACRES, FREEHOLD, EXCEPTIONALLY EASY COUNTRY, when cleared fully three-quarters of the whole area can be ploughed. About 800 acres are RICH RIVER FLATS. Splendid homestead, woolshed and all necessary outbuildings. (888, 138, 1091, 200)
advertisement (458, 1019, 661, 1079)
ad-title: 200 ACRES (530, 581, 589, 593)
ad-title: UPPER HUTT SALE. (290, 164, 400, 176)
ad-firm: ABRAHAM AND WILLIAMS, LTD., Palmerston North. Or C. B. HOADLEY AND SON, LTD., Auctioneers, Napier. (461, 418, 659, 457)
advertisement (673, 313, 876, 372)
advertisement (458, 309, 661, 464)
ad-firm: ABRAHAM & WILLIAMS, LTD., HAMILTON, WAIKATO. (903, 204, 1076, 230)
advertisement (888, 88, 1091, 237)
advertisement (1318, 521, 1522, 641)
ad-firm: CAMPBELL THOMSON & CO., DANNEVIRKE. (1336, 1535, 1503, 1561)
advertisement (1103, 161, 1306, 262)
ad-title: SOMETHING SPECIAL IN SHEEP COUNTRY. (1330, 1797, 1510, 1821)
ad-title: AGRICULTURAL SHOWS. (490, 689, 630, 701)
ad-body: THURSDAY, 9th MARCH, 1916. N.Z. LOAN AND MERCANTILE AGENCY CO., LTD., will offer for sale at 1 p.m., the following:— 100 mixed-age ewes, 40 mixed fat and forward lambs, 50 fat wethers and ewes, 20 mixed yearlings, 20 choice springing heifers, 16 store cows, 7 fat cows, 2 young bulls. (243, 179, 446, 241)
ad-body: Estate and General Commission Agent, ELTHAM. N.Z. Representative for Henry A. Lane and Co., Ltd., London. Butter, Cheese, and Tallow Merchants. Write me for what you want. I have many of the best farms in Taranaki and New Zealand for Sale. (1103, 363, 1306, 414)
advertisement (243, 510, 446, 629)
ad-title: DAIRY LANDS CLOSE TO LEVIN. (898, 242, 1080, 254)
ad-firm: AUBREY GUALTER AND CO., Wellington. SMITH AND SMITH, LTD., Wellington. HY. WILLIAMS & SONS, LTD., Napier. JOHN BURNS AND CO., LTD., Auckland. (29, 1431, 231, 1497)
ad-body: Is the Best Roofing in the World, bar none. It is absolutely waterproof, is durable, and is easy to lay. Also, it is far cheaper than most other roofing materials. (29, 1397, 231, 1427)
ad-title: EXPANDED METAL (77, 1509, 184, 1521)
advertisement (243, 874, 446, 1012)
ad-body: TENDERS will be received at this Office until NOON OF MONDAY, 20th MARCH, 1916, for Reconstruction (Steel Superstructure) of the Cobden Bridge, at Greymouth. Drawings, specification, and conditions of contract, may be seen at the Public Works Offices, Wellington, Christchurch, and Greymouth. The lowest or any tender not necessarily accepted. (29, 587, 231, 658)
ad-body: 922 ACRES, 766 acres Freehold, 156 acres Leasehold. Price £13 10s. per acre for Freehold, £6 per acre for Leasehold. About 5 miles from Lower Hutt. 700 ACRES, BEST ENGLISH GRASSES, 50 acres in turnips, about 6 miles from ploughable land. (673, 600, 876, 651)
ad-title: CHEAP FREEHOLD SECTIONS (691, 378, 858, 390)
advertisement (1318, 240, 1522, 299)
advertisement (29, 287, 231, 456)
advertisement (458, 464, 661, 575)
advertisement (243, 629, 446, 706)
ad-firm: IMLAY SAUNDERS, RIDGWAY STREET, WANGANUI. (1337, 1869, 1503, 1895)
